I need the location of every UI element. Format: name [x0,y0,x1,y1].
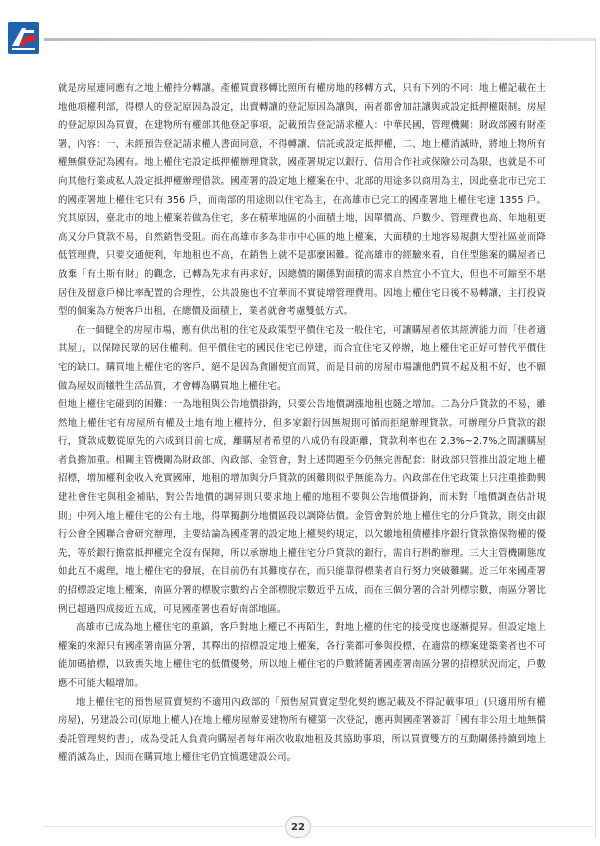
emblem-graphic [8,22,39,54]
page-frame-line [595,38,596,838]
paragraph-continued: 就是房屋連同應有之地上權持分轉讓。產權買賣移轉比照所有權房地的移轉方式，只有下列的不同：地上權記載在土地他項權利部，得標人的登記原因為設定，出賣轉讓的登記原因為讓與，兩者都會加註讓與或設定抵押權限制。房屋的登記原因為買賣，在建物所有權部其他登記事項，記載預告登記請求權人：中華民國，管理機關：財政部國有財產署，內容：一、未經預告登記請求權人書面同意，不得轉讓、信託或設定抵押權，二、地上權消滅時，將地上物所有權無償登記為國有。地上權住宅設定抵押權辦理貸款，國產署規定以銀行、信用合作社或保險公司為限，也就是不可向其他行業或私人設定抵押權辦理借款。國產署的設定地上權案在中、北部的用途多以商用為主，因此臺北市已完工的國產署地上權住宅只有 356 戶，而南部的用途則以住宅為主，在高雄市已完工的國產署地上權住宅達 1355 戶。究其原因，臺北市的地上權案若做為住宅，多在精華地區的小面積土地，因單價高、戶數少、管理費也高、年地租更高又分戶貸款不易，自然銷售受阻。而在高雄市多為非市中心區的地上權案，大面積的土地容易規劃大型社區並而降低管理費，只要交通便利，年地租也不高，在銷售上就不是那麼困難。從高雄市的經驗來看，自住型態案的購屋者已放棄「有土斯有財」的觀念，已轉為先求有再求好，因總價的關係對面積的需求自然宜小不宜大，但也不可縮至不堪居住及留意戶梯比率配置的合理性，公共設施也不宜華而不實徒增管理費用。因地上權住宅日後不易轉讓，主打投資型的個案為方便客戶出租，在總價及面積上，業者就會考慮雙低方式。 [58,83,546,318]
publication-emblem-icon [8,22,39,54]
footer-rule-left [44,826,284,827]
article-body [58,80,546,768]
page-number: 22 [285,816,311,838]
paragraph-housing-market: 在一個健全的房屋市場，應有供出租的住宅及政策型平價住宅及一般住宅，可讓購屋者依其經濟能力而「住者適其屋」，以保障民眾的居住權利。但平價住宅的國民住宅已停建，而合宜住宅又停辦，地上權住宅正好可替代平價住宅的缺口。購買地上權住宅的客戶，絕不是因為貪圖便宜而買，而是目前的房屋市場讓他們買不起及租不好，也不願做為屋奴而犧牲生活品質，才會轉為購買地上權住宅。 [58,324,546,392]
paragraph-difficulties: 但地上權住宅碰到的困難：一為地租與公告地價掛鉤，只要公告地價調漲地租也隨之增加。二為分戶貸款的不易，雖然地上權住宅有房屋所有權及土地有地上權持分，但多家銀行因無規則可循而拒絕辦理貸款。可辦理分戶貸款的銀行，貸款成數從原先的六成到目前七成，離購屋者希望的八成仍有段距離，貸款利率也在 2.3%~2.7%之間讓購屋者負擔加重。相關主管機關為財政部、內政部、金管會，對上述問題至今仍無完善配套：財政部只管推出設定地上權招標，增加權利金收入充實國庫，地租的增加與分戶貸款的困難則似乎無能為力。內政部在住宅政策上只注重推動興建社會住宅與租金補貼，對公告地價的調昇則只要求地上權的地租不要與公告地價掛鉤，而未對「地價調查估計規則」中列入地上權住宅的公有土地，得單獨劃分地價區段以調降估價。金管會對於地上權住宅的分戶貸款，則交由銀行公會全國聯合會研究辦理，主要結論為國產署的設定地上權契約規定，以欠繳地租債權排序銀行貸款擔保物權的優先，等於銀行擔當抵押權完全沒有保障，所以承辦地上權住宅分戶貸款的銀行，需自行斟酌辦理。三大主管機關態度如此互不處理，地上權住宅的發展，在目前仍有其難度存在，而只能靠得標業者自行努力突破難關。近三年來國產署的招標設定地上權案，南區分署的標脫宗數約占全部標脫宗數近乎五成，而在三個分署的合計列標宗數，南區分署比例已超過四成接近五成，可見國產署也看好南部地區。 [58,399,546,615]
paragraph-contract: 地上權住宅的預售屋買賣契約不適用內政部的「預售屋買賣定型化契約應記載及不得記載事項」(只適用所有權房屋)，另建設公司(原地上權人)在地上權房屋辦妥建物所有權第一次登記，應再與國產署簽訂「國有非公用土地無償委託管理契約書」，成為受託人負責向購屋者每年兩次收取地租及其協助事項，所以買賣雙方的互動關係持續到地上權消滅為止，因而在購買地上權住宅仍宜慎選建設公司。 [58,696,546,764]
paragraph-kaohsiung: 高雄市已成為地上權住宅的重鎮，客戶對地上權已不再陌生，對地上權的住宅的接受度也逐漸提昇。但設定地上權案的來源只有國產署南區分署，其釋出的招標設定地上權案，各行業都可參與投標，在適當的標案建築業者也不可能加碼搶標，以致喪失地上權住宅的低價優勢，所以地上權住宅的戶數將隨著國產署南區分署的招標狀況而定，戶數應不可能大幅增加。 [58,622,546,689]
footer-rule-right [312,826,596,827]
header-rule [44,38,596,41]
